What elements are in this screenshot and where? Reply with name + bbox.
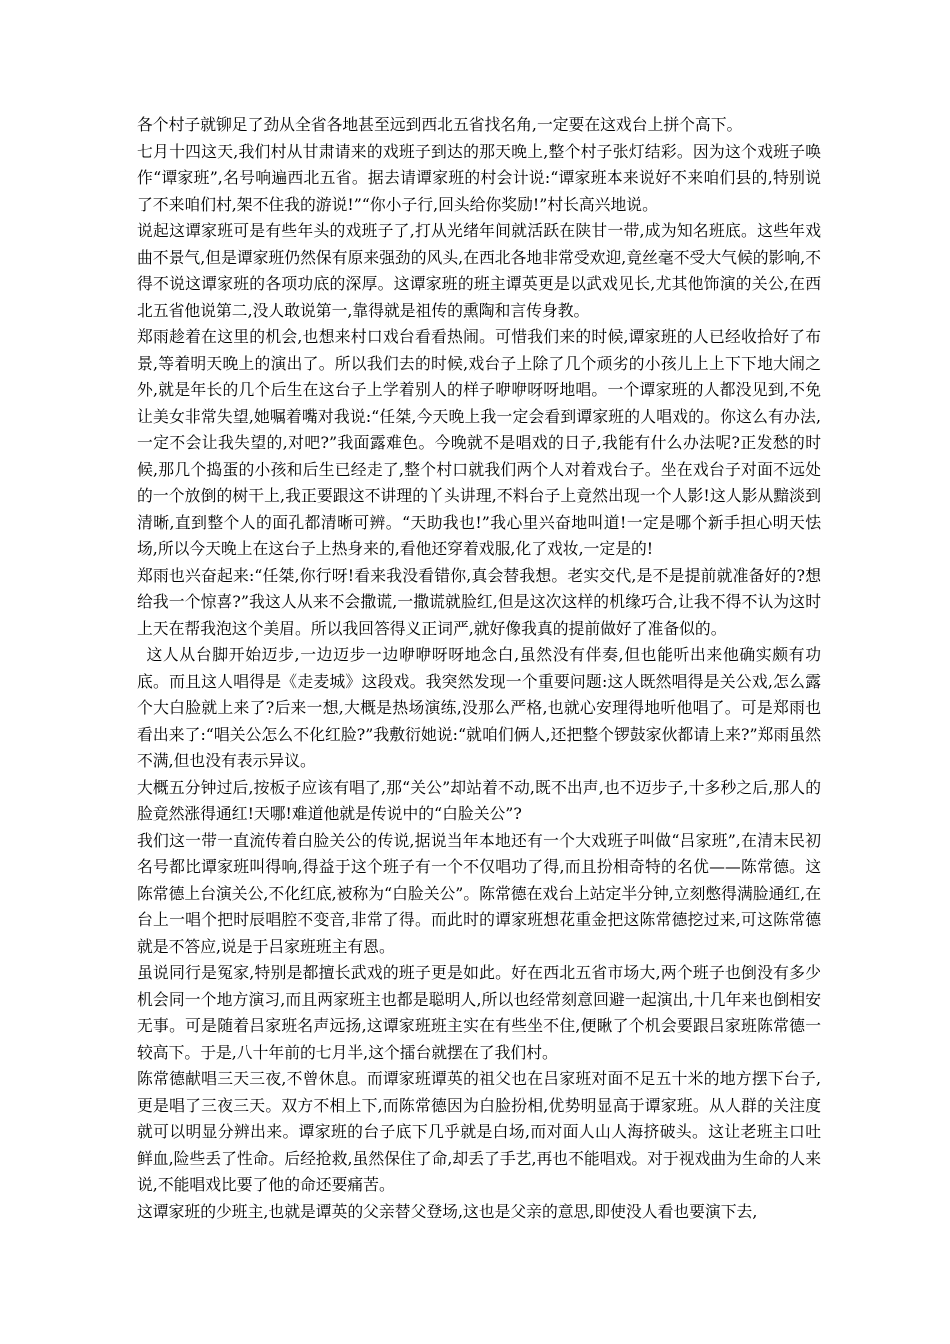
paragraph-5: 郑雨也兴奋起来:“任桀,你行呀!看来我没看错你,真会替我想。老实交代,是不是提前就准备好的?想给我一个惊喜?”我这人从来不会撒谎,一撒谎就脸红,但是这次这样的机缘巧合,让我不得不认为这时上天在帮我泡这个美眉。所以我回答得义正词严,就好像我真的提前做好了准备似的。 [137,565,821,638]
paragraph-4: 郑雨趁着在这里的机会,也想来村口戏台看看热闹。可惜我们来的时候,谭家班的人已经收拾好了布景,等着明天晚上的演出了。所以我们去的时候,戏台子上除了几个顽劣的小孩儿上上下下地大闹之外,就是年长的几个后生在这台子上学着别人的样子咿咿呀呀地唱。一个谭家班的人都没见到,不免让美女非常失望,她嘱着嘴对我说:“任桀,今天晚上我一定会看到谭家班的人唱戏的。你这么有办法,一定不会让我失望的,对吧?”我面露难色。今晚就不是唱戏的日子,我能有什么办法呢?正发愁的时候,那几个捣蛋的小孩和后生已经走了,整个村口就我们两个人对着戏台子。坐在戏台子对面不远处的一个放倒的树干上,我正要跟这不讲理的丫头讲理,不料台子上竟然出现一个人影!这人影从黯淡到清晰,直到整个人的面孔都清晰可辨。“天助我也!”我心里兴奋地叫道!一定是哪个新手担心明天怯场,所以今天晚上在这台子上热身来的,看他还穿着戏服,化了戏妆,一定是的! [137,327,821,558]
paragraph-1: 各个村子就铆足了劲从全省各地甚至远到西北五省找名角,一定要在这戏台上拼个高下。 [137,115,743,134]
paragraph-3: 说起这谭家班可是有些年头的戏班子了,打从光绪年间就活跃在陕甘一带,成为知名班底。这些年戏曲不景气,但是谭家班仍然保有原来强劲的风头,在西北各地非常受欢迎,竟丝毫不受大气候的影响,不得不说这谭家班的各项功底的深厚。这谭家班的班主谭英更是以武戏见长,尤其他饰演的关公,在西北五省他说第二,没人敢说第一,靠得就是祖传的熏陶和言传身教。 [137,221,821,320]
paragraph-8: 我们这一带一直流传着白脸关公的传说,据说当年本地还有一个大戏班子叫做“吕家班”,在清末民初名号都比谭家班叫得响,得益于这个班子有一个不仅唱功了得,而且扮相奇特的名优——陈常德。这陈常德上台演关公,不化红底,被称为“白脸关公”。陈常德在戏台上站定半分钟,立刻憋得满脸通红,在台上一唱个把时辰唱腔不变音,非常了得。而此时的谭家班想花重金把这陈常德挖过来,可这陈常德就是不答应,说是于吕家班班主有恩。 [137,830,821,956]
paragraph-10: 陈常德献唱三天三夜,不曾休息。而谭家班谭英的祖父也在吕家班对面不足五十米的地方摆下台子,更是唱了三夜三天。双方不相上下,而陈常德因为白脸扮相,优势明显高于谭家班。从人群的关注度就可以明显分辨出来。谭家班的台子底下几乎就是白场,而对面人山人海挤破头。这让老班主口吐鲜血,险些丢了性命。后经抢救,虽然保住了命,却丢了手艺,再也不能唱戏。对于视戏曲为生命的人来说,不能唱戏比要了他的命还要痛苦。 [137,1069,821,1194]
paragraph-9: 虽说同行是冤家,特别是都擅长武戏的班子更是如此。好在西北五省市场大,两个班子也倒没有多少机会同一个地方演习,而且两家班主也都是聪明人,所以也经常刻意回避一起演出,十几年来也倒相安无事。可是随着吕家班名声远扬,这谭家班班主实在有些坐不住,便瞅了个机会要跟吕家班陈常德一较高下。于是,八十年前的七月半,这个擂台就摆在了我们村。 [137,963,821,1062]
paragraph-11: 这谭家班的少班主,也就是谭英的父亲替父登场,这也是父亲的意思,即使没人看也要演下去, [137,1201,758,1221]
paragraph-7: 大概五分钟过后,按板子应该有唱了,那“关公”却站着不动,既不出声,也不迈步子,十多秒之后,那人的脸竟然涨得通红!天哪!难道他就是传说中的“白脸关公”? [137,777,821,823]
document-body [137,112,821,1225]
paragraph-6: 这人从台脚开始迈步,一边迈步一边咿咿呀呀地念白,虽然没有伴奏,但也能听出来他确实颇有功底。而且这人唱得是《走麦城》这段戏。我突然发现一个重要问题:这人既然唱得是关公戏,怎么露个大白脸就上来了?后来一想,大概是热场演练,没那么严格,也就心安理得地听他唱了。可是郑雨也看出来了:“唱关公怎么不化红脸?”我敷衍她说:“就咱们俩人,还把整个锣鼓家伙都请上来?”郑雨虽然不满,但也没有表示异议。 [137,645,821,770]
paragraph-2: 七月十四这天,我们村从甘肃请来的戏班子到达的那天晚上,整个村子张灯结彩。因为这个戏班子唤作“谭家班”,名号响遍西北五省。据去请谭家班的村会计说:“谭家班本来说好不来咱们县的,特别说了不来咱们村,架不住我的游说!”“你小子行,回头给你奖励!”村长高兴地说。 [137,141,821,214]
